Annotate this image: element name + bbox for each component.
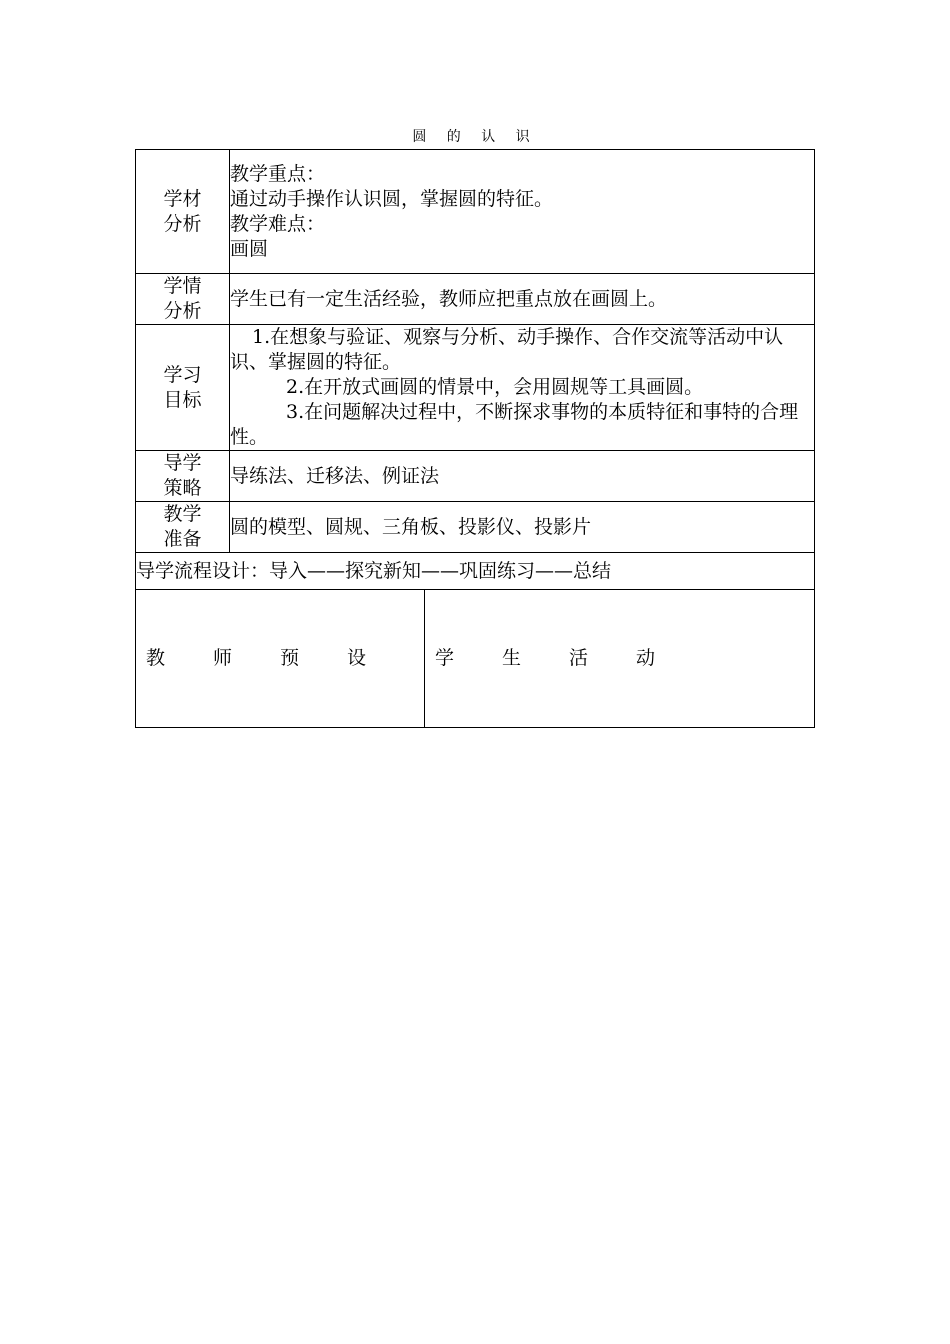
row-label-material: 学材 分析	[136, 150, 230, 274]
goal-item: 3.在问题解决过程中，不断探求事物的本质特征和事特的合理性。	[230, 401, 799, 448]
goal-item: 2.在开放式画圆的情景中，会用圆规等工具画圆。	[286, 376, 704, 398]
row-flow-design	[136, 553, 815, 590]
row-learning-goals	[136, 325, 815, 451]
page-title: 圆 的 认 识	[412, 129, 538, 145]
goal-item: 1.在想象与验证、观察与分析、动手操作、合作交流等活动中认识、掌握圆的特征。	[230, 326, 784, 373]
row-label-situation: 学情 分析	[136, 274, 230, 325]
preparation-content: 圆的模型、圆规、三角板、投影仪、投影片	[230, 502, 815, 553]
lesson-plan-table	[135, 149, 815, 728]
flow-content: 导学流程设计：导入——探究新知——巩固练习——总结	[136, 553, 815, 590]
row-situation-analysis	[136, 274, 815, 325]
material-line: 教学难点：	[230, 212, 326, 235]
row-strategy	[136, 451, 815, 502]
row-material-analysis	[136, 150, 815, 274]
material-line: 画圆	[230, 237, 269, 260]
situation-content: 学生已有一定生活经验，教师应把重点放在画圆上。	[230, 274, 815, 325]
student-column-header: 学 生 活 动	[425, 590, 815, 728]
row-activity-columns	[136, 590, 815, 728]
row-preparation	[136, 502, 815, 553]
material-content	[230, 150, 815, 274]
strategy-content: 导练法、迁移法、例证法	[230, 451, 815, 502]
material-line: 教学重点：	[230, 162, 326, 185]
teacher-column-header: 教 师 预 设	[136, 590, 425, 728]
row-label-strategy: 导学 策略	[136, 451, 230, 502]
row-label-goals: 学习 目标	[136, 325, 230, 451]
material-line: 通过动手操作认识圆，掌握圆的特征。	[230, 187, 554, 210]
goals-content	[230, 325, 815, 451]
row-label-preparation: 教学 准备	[136, 502, 230, 553]
